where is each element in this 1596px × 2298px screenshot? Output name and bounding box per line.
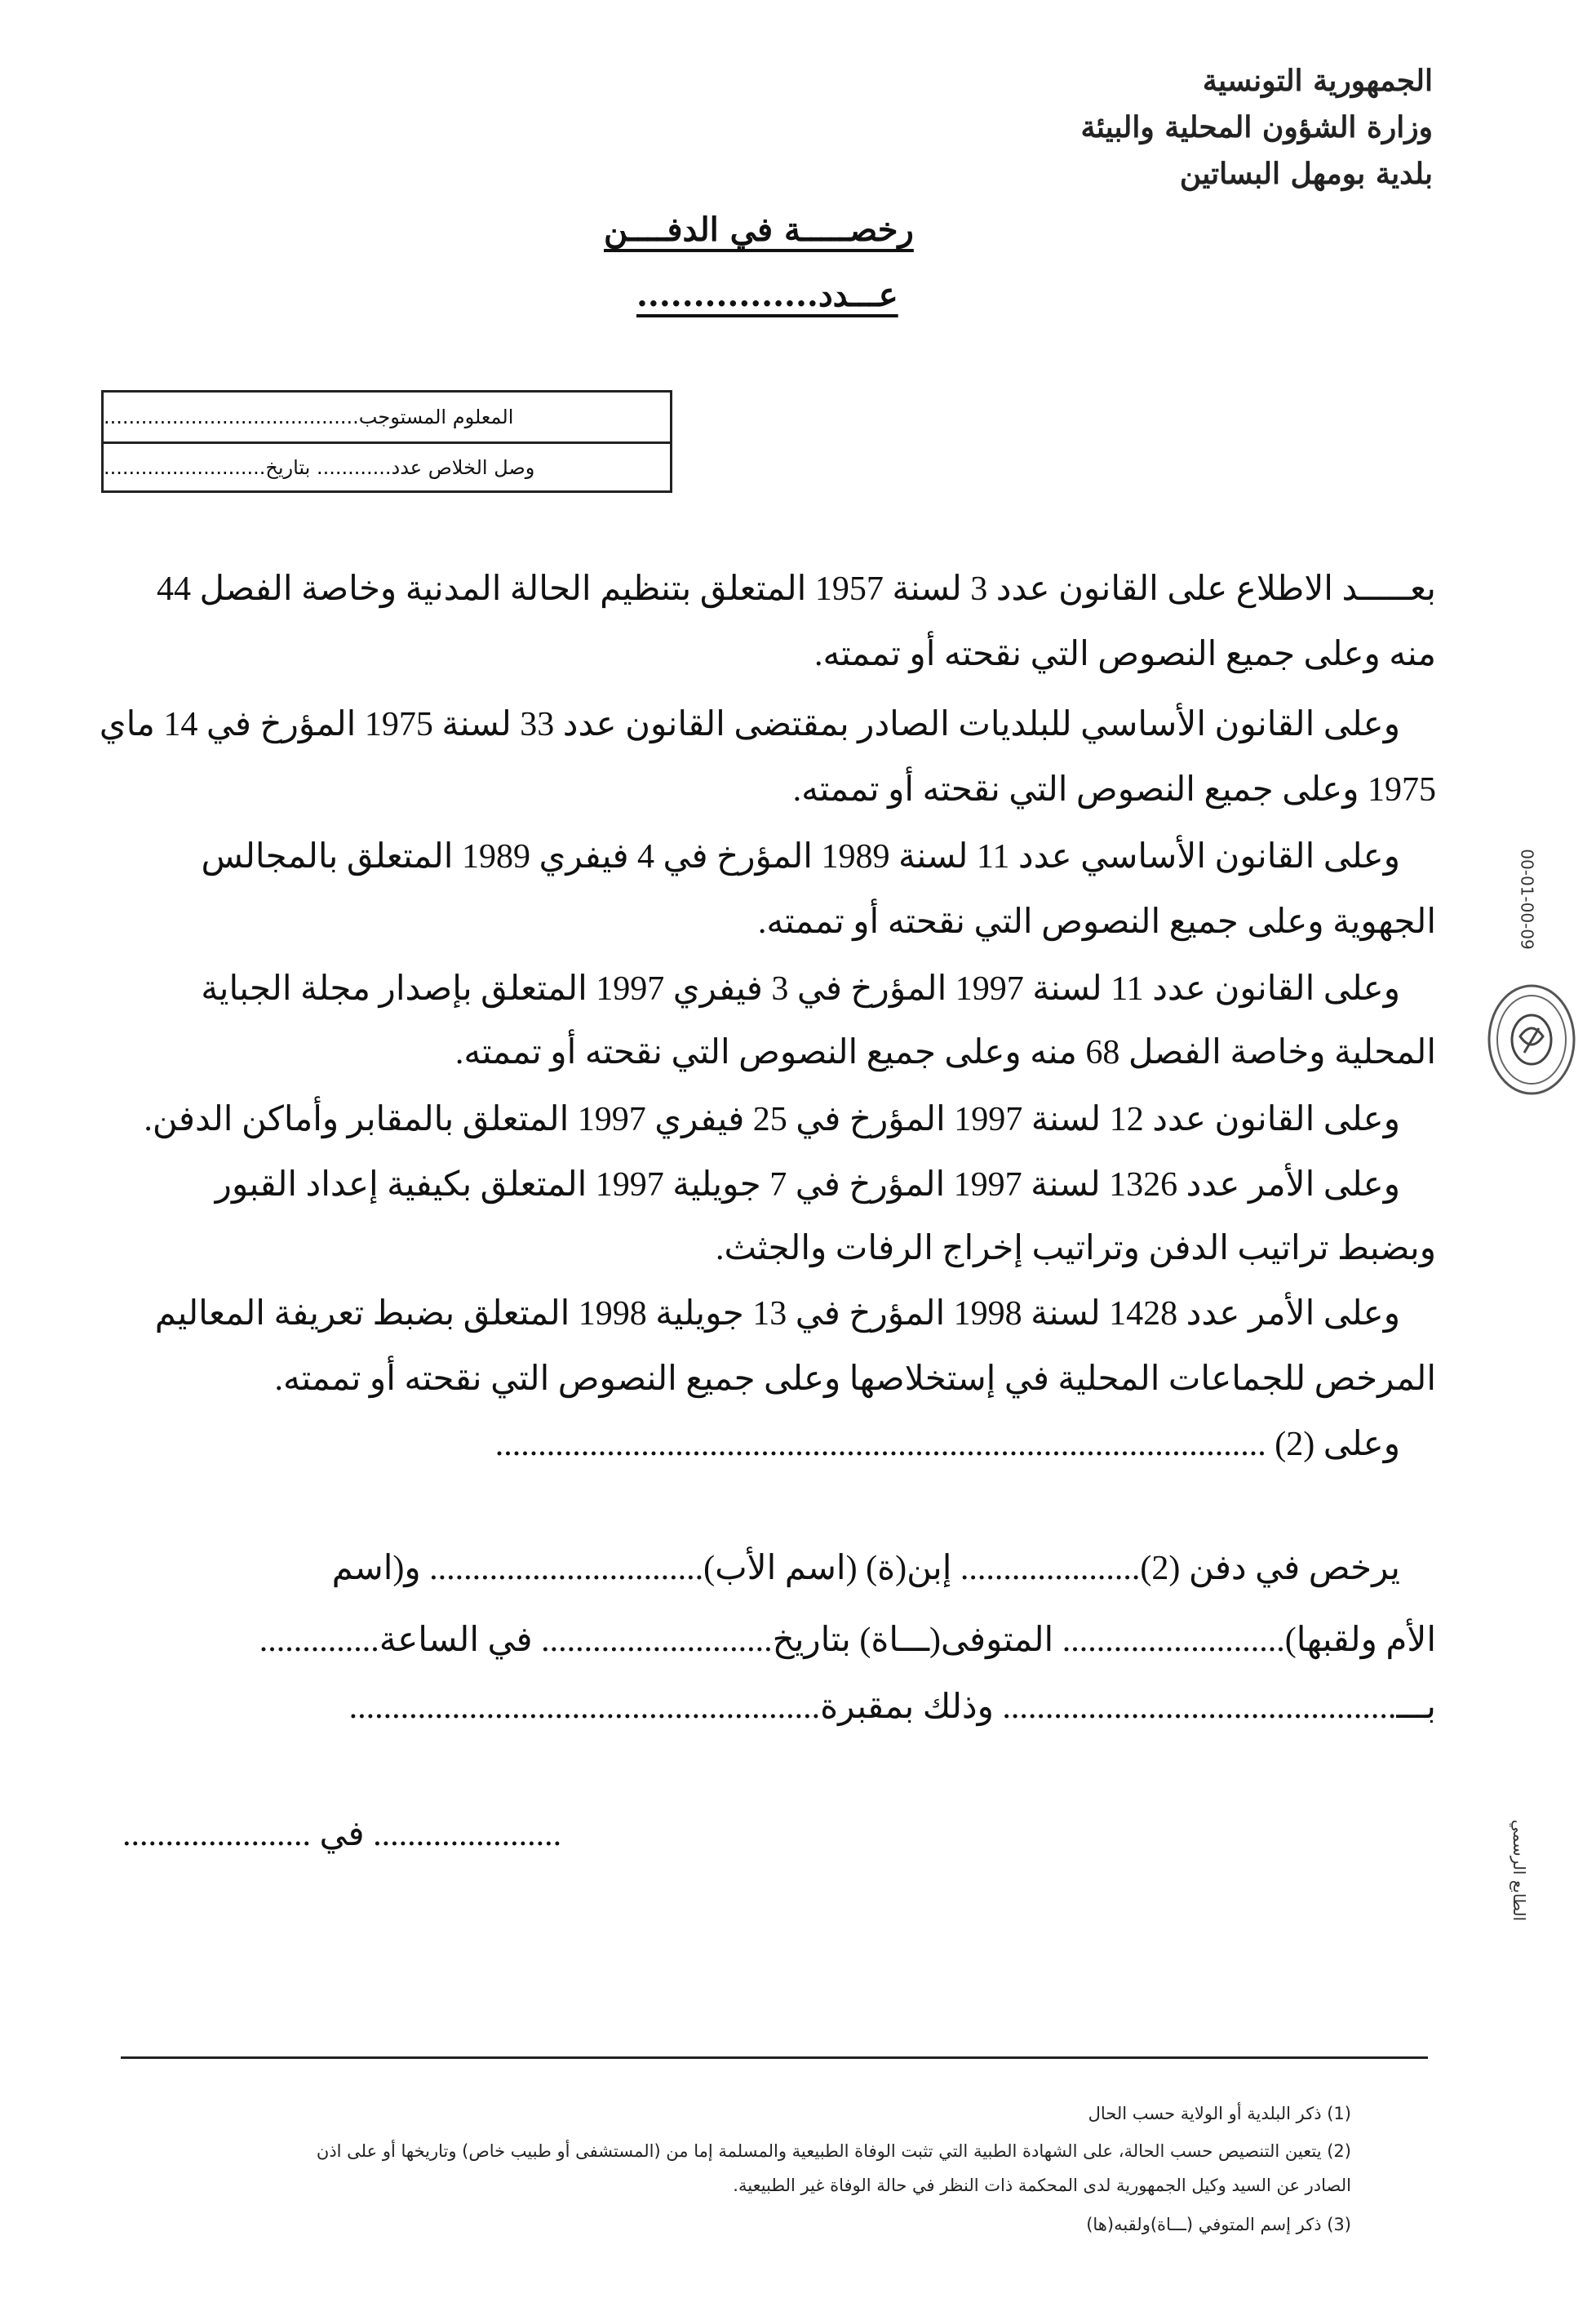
permit-line-3: بـــ.............................................. وذلك بمقبرة....................................................... [348,1688,1436,1726]
header-ministry: وزارة الشؤون المحلية والبيئة [1080,110,1433,144]
body-line-8: المحلية وخاصة الفصل 68 منه وعلى جميع النصوص التي نقحته أو تممته. [454,1034,1436,1071]
footnote-2b: الصادر عن السيد وكيل الجمهورية لدى المحكمة ذات النظر في حالة الوفاة غير الطبيعية. [733,2176,1351,2195]
body-line-6: الجهوية وعلى جميع النصوص التي نقحته أو تممته. [757,903,1436,941]
body-line-9: وعلى القانون عدد 12 لسنة 1997 المؤرخ في 25 فيفري 1997 المتعلق بالمقابر وأماكن الدفن. [144,1101,1400,1138]
fee-box [101,390,672,493]
body-line-7: وعلى القانون عدد 11 لسنة 1997 المؤرخ في 3 فيفري 1997 المتعلق بإصدار مجلة الجباية [201,970,1400,1008]
place-date-line: ...................... في ...................... [122,1816,562,1853]
receipt-row: وصل الخلاص عدد............ بتاريخ.......................... [104,441,670,490]
body-line-13: المرخص للجماعات المحلية في إستخلاصها وعلى جميع النصوص التي نقحته أو تممته. [274,1360,1436,1398]
body-line-5: وعلى القانون الأساسي عدد 11 لسنة 1989 المؤرخ في 4 فيفري 1989 المتعلق بالمجالس [201,838,1400,876]
document-title: رخصـــــة في الدفــــن [604,211,914,249]
body-line-10: وعلى الأمر عدد 1326 لسنة 1997 المؤرخ في 7 جويلية 1997 المتعلق بكيفية إعداد القبور [215,1166,1400,1204]
footnote-1: (1) ذكر البلدية أو الولاية حسب الحال [1088,2104,1351,2123]
body-line-1: بعـــــد الاطلاع على القانون عدد 3 لسنة 1957 المتعلق بتنظيم الحالة المدنية وخاصة الفصل 44 [157,570,1436,608]
permit-number: عـــدد................ [636,276,898,314]
footnote-2a: (2) يتعين التنصيص حسب الحالة، على الشهادة الطبية التي تثبت الوفاة الطبيعية والمسلمة إما من (المستشفى أو طبيب خاص) وتاريخها أو على اذن [316,2141,1351,2161]
footnote-3: (3) ذكر إسم المتوفي (ـــاة)ولقبه(ها) [1086,2215,1351,2234]
fee-amount-row: المعلوم المستوجب......................................... [104,406,514,428]
body-line-14: وعلى (2) .......................................................................................... [494,1426,1400,1463]
body-line-11: وبضبط تراتيب الدفن وتراتيب إخراج الرفات والجثث. [716,1230,1436,1267]
body-line-12: وعلى الأمر عدد 1428 لسنة 1998 المؤرخ في 13 جويلية 1998 المتعلق بضبط تعريفة المعاليم [154,1295,1400,1333]
body-line-3: وعلى القانون الأساسي للبلديات الصادر بمقتضى القانون عدد 33 لسنة 1975 المؤرخ في 14 ماي [99,706,1400,743]
official-seal-icon [1483,979,1580,1100]
header-country: الجمهورية التونسية [1202,64,1433,98]
footnote-separator [121,2056,1428,2059]
official-stamp-label: الطابع الرسمي [1510,1819,1530,1922]
header-municipality: بلدية بومهل البساتين [1179,157,1433,191]
body-line-4: 1975 وعلى جميع النصوص التي نقحته أو تممته. [792,771,1436,809]
permit-line-1: يرخص في دفن (2)..................... إبن(ة) (اسم الأب)................................ و(اسم [331,1550,1400,1587]
document-code: 00-01-00-09 [1517,849,1537,950]
body-line-2: منه وعلى جميع النصوص التي نقحته أو تممته. [814,636,1436,673]
permit-line-2: الأم ولقبها).......................... المتوفى(ـــاة) بتاريخ........................... في الساعة.............. [259,1621,1436,1659]
